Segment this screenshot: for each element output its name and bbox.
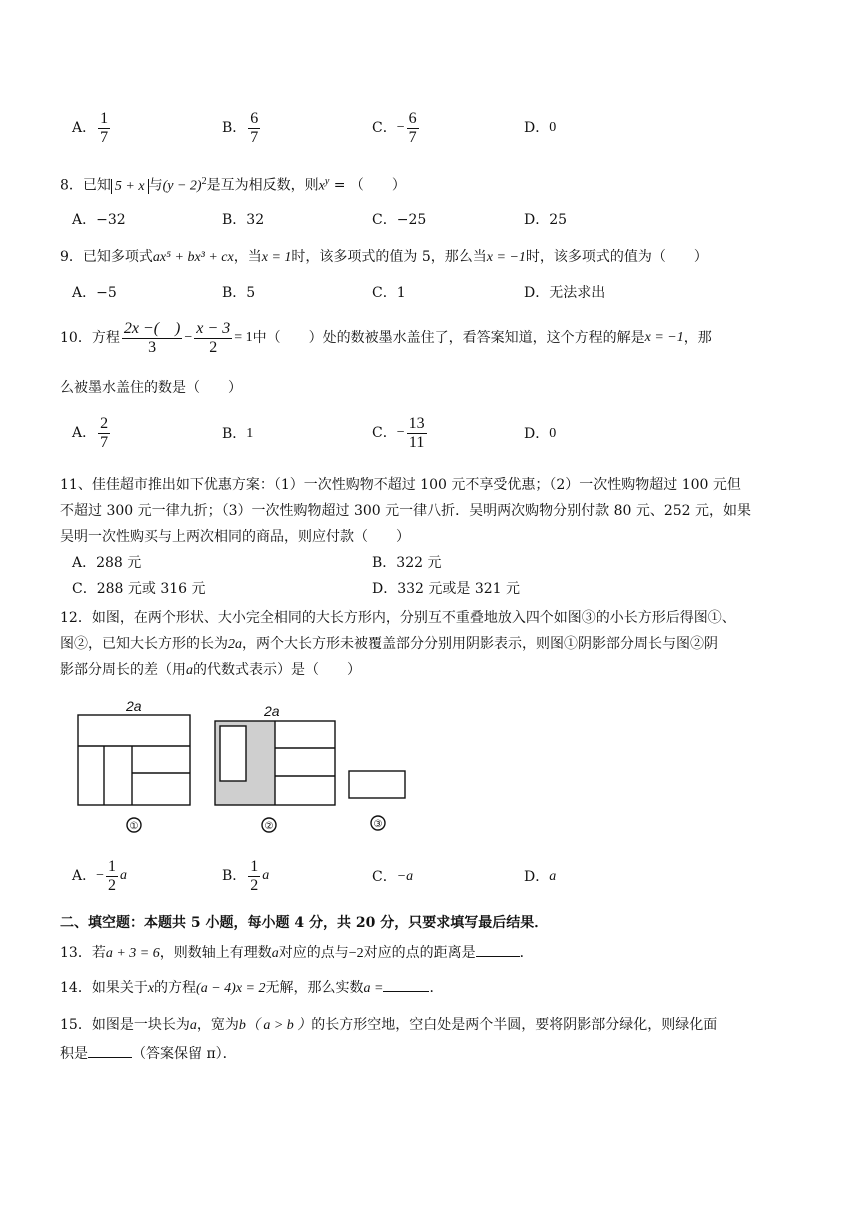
q10-option-a-fraction: $\frac{2}{7}$ xyxy=(100,415,109,451)
q7-option-d: D． 0 xyxy=(524,120,557,136)
question-11-line-1: 11、佳佳超市推出如下优惠方案：（1）一次性购物不超过 100 元不享受优惠；（2）一次性购物超过 100 元但 xyxy=(60,477,741,493)
q9-option-c: C．1 xyxy=(372,285,406,301)
q9-option-b: B．5 xyxy=(222,285,256,301)
question-11-line-2: 不超过 300 元一律九折；（3）一次性购物超过 300 元一律八折．吴明两次购物分别付款 80 元、252 元，如果 xyxy=(60,503,752,519)
question-9: 9．已知多项式ax⁵ + bx³ + cx，当x = 1时，该多项式的值为 5，那么当x = −1时，该多项式的值为（ ） xyxy=(60,249,708,265)
q10-option-a: A． $\frac{2}{7}$ xyxy=(72,415,109,451)
q12-option-a-fraction: $\frac{1}{2}$ xyxy=(108,858,117,894)
question-14: 14．如果关于x的方程(a − 4)x = 2无解，那么实数a = ． xyxy=(60,980,444,996)
q7-option-c-fraction: $\frac{6}{7}$ xyxy=(408,110,417,146)
q7-option-c: C． − $\frac{6}{7}$ xyxy=(372,110,417,146)
q11-option-c: C．288 元或 316 元 xyxy=(72,581,206,597)
q7-option-b-fraction: $\frac{6}{7}$ xyxy=(250,110,259,146)
question-8: 8．已知 5 + x 与$(y - 2)^2$是互为相反数，则$x^y$ = （ ） xyxy=(60,176,406,194)
q11-option-a: A．288 元 xyxy=(72,555,142,571)
question-12-line-1: 12．如图，在两个形状、大小完全相同的大长方形内，分别互不重叠地放入四个如图③的小长方形后得图①、 xyxy=(60,610,736,626)
fig2-left-small-rect xyxy=(220,726,246,781)
q11-option-b: B．322 元 xyxy=(372,555,442,571)
question-15-line-1: 15．如图是一块长为a，宽为b（ a > b ）的长方形空地，空白处是两个半圆，要将阴影部分绿化，则绿化面 xyxy=(60,1017,718,1033)
q12-option-b-fraction: $\frac{1}{2}$ xyxy=(250,858,259,894)
q10-option-b: B． 1 xyxy=(222,426,254,442)
question-12-line-2: 图②，已知大长方形的长为2a，两个大长方形未被覆盖部分分别用阴影表示，则图①阴影部分周长与图②阴 xyxy=(60,636,718,652)
q9-option-d: D．无法求出 xyxy=(524,285,606,301)
fig2-label: ② xyxy=(264,821,274,832)
q10-fraction-1: $\frac{2x -( )}{3}$ xyxy=(123,320,181,356)
fig1-label: ① xyxy=(129,821,139,832)
fig1-outer-rect xyxy=(78,715,190,805)
question-10-line-1: 10． 方程 $\frac{2x -( )}{3}$ − $\frac{x - 3}{2}$ = 1 中（ ）处的数被墨水盖住了，看答案知道，这个方程的解是 x = −1 ，那 xyxy=(60,320,712,356)
fig1-top-label: 2a xyxy=(126,698,142,714)
question-11-line-3: 吴明一次性购买与上两次相同的商品，则应付款（ ） xyxy=(60,529,410,545)
q10-option-d: D． 0 xyxy=(524,426,557,442)
q15-answer-blank[interactable] xyxy=(88,1045,132,1058)
q10-option-c: C． − $\frac{13}{11}$ xyxy=(372,415,425,451)
q14-answer-blank[interactable] xyxy=(383,979,429,992)
q7-option-a-fraction: $\frac{1}{7}$ xyxy=(100,110,109,146)
q8-abs-expression: 5 + x xyxy=(111,179,149,194)
q13-answer-blank[interactable] xyxy=(476,944,520,957)
q12-option-b: B． $\frac{1}{2}$ a xyxy=(222,858,270,894)
q8-option-b: B．32 xyxy=(222,212,265,228)
q9-option-a: A．−5 xyxy=(72,285,117,301)
q12-option-d: D． a xyxy=(524,869,557,885)
q11-option-d: D．332 元或是 321 元 xyxy=(372,581,521,597)
question-12-line-3: 影部分周长的差（用a的代数式表示）是（ ） xyxy=(60,662,361,678)
q8-option-d: D．25 xyxy=(524,212,568,228)
question-15-line-2: 积是 （答案保留 π）． xyxy=(60,1046,237,1062)
q10-fraction-2: $\frac{x - 3}{2}$ xyxy=(196,320,231,356)
q7-option-a: A． $\frac{1}{7}$ xyxy=(72,110,109,146)
q7-option-b: B． $\frac{6}{7}$ xyxy=(222,110,259,146)
q12-option-c: C． −a xyxy=(372,869,414,885)
q8-option-c: C．−25 xyxy=(372,212,427,228)
fig3-small-rect xyxy=(349,771,405,798)
question-13: 13．若a + 3 = 6，则数轴上有理数a对应的点与−2对应的点的距离是 ． xyxy=(60,945,534,961)
q10-option-c-fraction: $\frac{13}{11}$ xyxy=(408,415,425,451)
question-10-line-2: 么被墨水盖住的数是（ ） xyxy=(60,380,242,396)
q8-option-a: A．−32 xyxy=(72,212,126,228)
q12-option-a: A． − $\frac{1}{2}$ a xyxy=(72,858,128,894)
fig3-label: ③ xyxy=(373,819,383,830)
fig2-top-label: 2a xyxy=(264,703,280,719)
section-2-heading: 二、填空题：本题共 5 小题，每小题 4 分，共 20 分，只要求填写最后结果． xyxy=(60,915,549,931)
